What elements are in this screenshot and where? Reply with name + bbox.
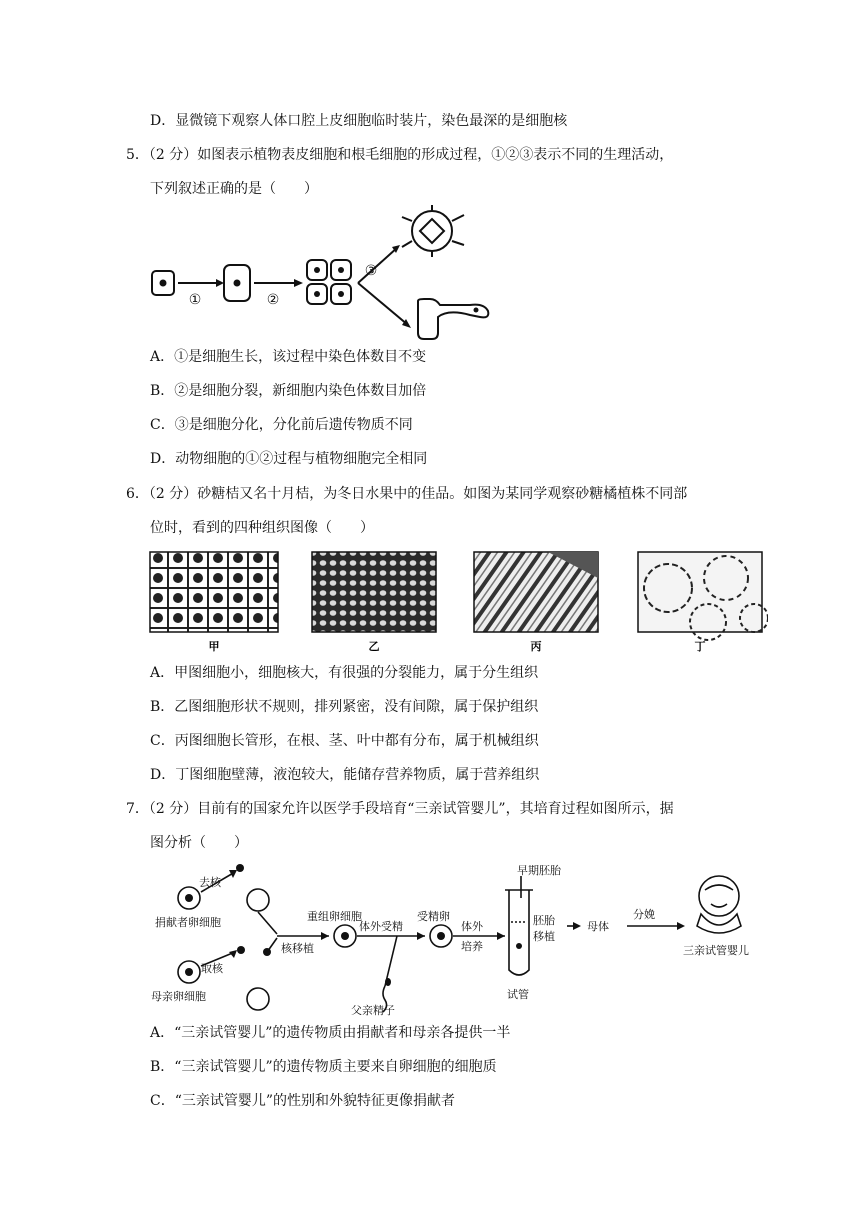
q7-label-baby: 三亲试管婴儿 [683,944,749,957]
q6-stem-line1: 6．（2 分）砂糖桔又名十月桔，为冬日水果中的佳品。如图为某同学观察砂糖橘植株不同部 [126,486,688,502]
q6-caption-jia: 甲 [208,640,220,653]
q7-label-take-nucleus: 取核 [201,962,223,975]
q6-caption-yi: 乙 [368,640,380,653]
q5-cell-group [307,260,351,304]
q7-label-transfer: 移植 [533,930,555,943]
q6-tissue-bing [474,552,598,632]
q7-option-a: A．“三亲试管婴儿”的遗传物质由捐献者和母亲各提供一半 [150,1025,511,1041]
q7-label-test-tube: 试管 [507,988,529,1001]
q7-label-delivery: 分娩 [633,908,655,921]
q6-tissue-jia [150,552,278,632]
q7-enucleated-egg [247,889,269,911]
q7-baby-icon [697,876,741,933]
q6-option-b: B．乙图细胞形状不规则，排列紧密，没有间隙，属于保护组织 [150,699,539,715]
q5-stem-line2: 下列叙述正确的是（ ） [150,181,318,197]
q7-label-nuclear-transfer: 核移植 [281,942,314,955]
q5-epidermal-cell [402,205,464,257]
q6-tissue-ding [638,552,768,640]
q5-root-hair-cell [418,299,488,339]
q6-stem-line2: 位时，看到的四种组织图像（ ） [150,520,374,536]
q7-stem-line1: 7．（2 分）目前有的国家允许以医学手段培育“三亲试管婴儿”，其培育过程如图所示，据 [126,801,674,817]
q7-label-father-sperm: 父亲精子 [351,1004,395,1017]
q6-option-d: D．丁图细胞壁薄，液泡较大，能储存营养物质，属于营养组织 [150,767,540,783]
q7-option-b: B．“三亲试管婴儿”的遗传物质主要来自卵细胞的细胞质 [150,1059,497,1075]
q7-label-in-vitro: 体外 [461,920,483,933]
q7-label-embryo: 胚胎 [533,914,555,927]
q4-option-d: D．显微镜下观察人体口腔上皮细胞临时装片，染色最深的是细胞核 [150,113,568,129]
q5-step1-label: ① [188,292,202,308]
q7-label-ivf: 体外受精 [359,920,403,933]
q7-label-remove-nucleus: 去核 [199,876,221,889]
q7-ivf-figure [145,860,765,1020]
q7-test-tube [509,890,529,975]
q7-label-early-embryo: 早期胚胎 [517,864,561,877]
q6-tissue-figure [148,548,768,658]
q5-option-a: A．①是细胞生长，该过程中染色体数目不变 [150,349,427,365]
q6-caption-ding: 丁 [694,640,706,653]
q5-step2-label: ② [266,292,280,308]
q6-option-c: C．丙图细胞长管形，在根、茎、叶中都有分布，属于机械组织 [150,733,539,749]
q5-option-c: C．③是细胞分化，分化前后遗传物质不同 [150,417,413,433]
q6-option-a: A．甲图细胞小，细胞核大，有很强的分裂能力，属于分生组织 [150,665,539,681]
q5-step3-label: ③ [364,263,378,279]
q7-label-reconstructed-egg: 重组卵细胞 [307,910,362,923]
q5-option-b: B．②是细胞分裂，新细胞内染色体数目加倍 [150,383,427,399]
q5-cell-figure [140,205,500,345]
q6-caption-bing: 丙 [530,640,542,653]
q5-option-d: D．动物细胞的①②过程与植物细胞完全相同 [150,451,428,467]
q7-label-mother-egg: 母亲卵细胞 [151,990,206,1003]
q5-stem-line1: 5．（2 分）如图表示植物表皮细胞和根毛细胞的形成过程，①②③表示不同的生理活动， [126,147,674,163]
q7-stem-line2: 图分析（ ） [150,835,248,851]
q7-label-donor-egg: 捐献者卵细胞 [155,916,221,929]
q7-option-c: C．“三亲试管婴儿”的性别和外貌特征更像捐献者 [150,1093,456,1109]
q6-tissue-yi [312,552,436,632]
q7-label-mother: 母体 [587,920,609,933]
q7-label-fertilized-egg: 受精卵 [417,910,450,923]
q7-mother-remainder [247,988,269,1010]
q7-label-culture: 培养 [461,940,483,953]
